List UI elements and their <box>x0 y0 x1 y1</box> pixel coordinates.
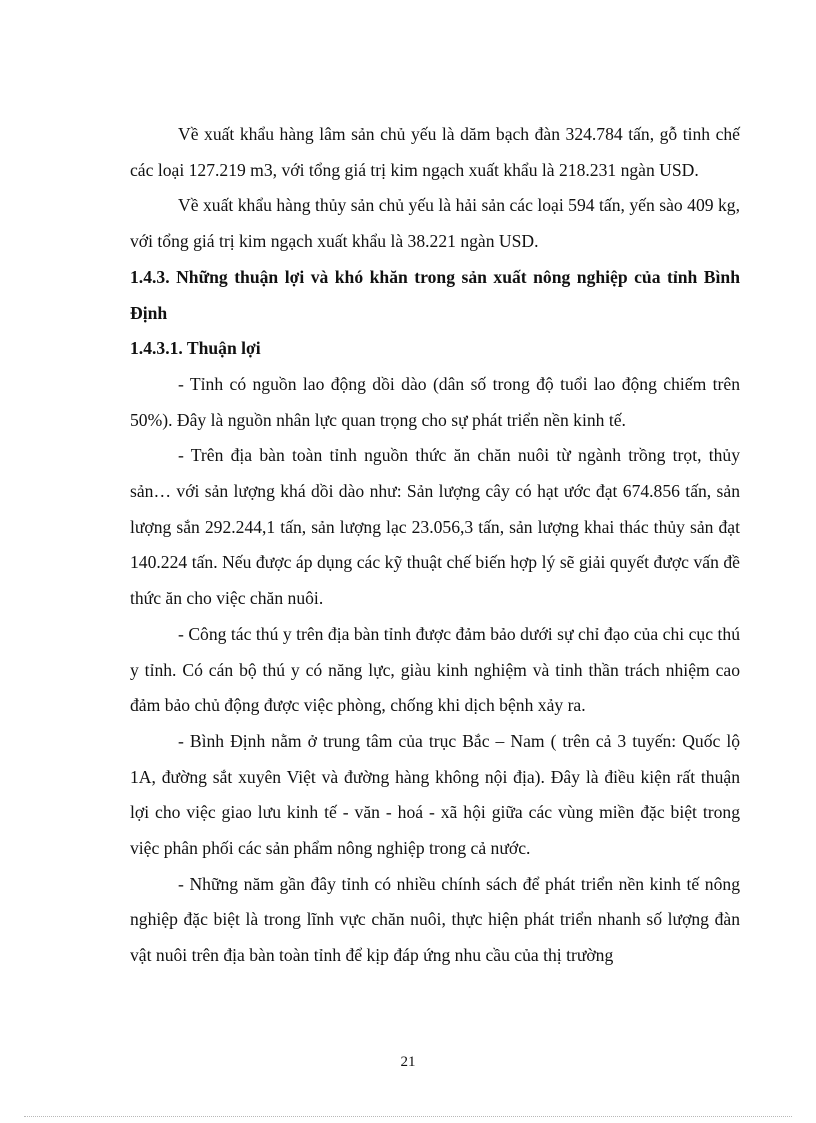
section-heading: 1.4.3. Những thuận lợi và khó khăn trong sản xuất nông nghiệp của tỉnh Bình Định <box>130 266 740 323</box>
page-body <box>130 117 740 974</box>
page-number: 21 <box>400 1054 416 1070</box>
page-bottom-divider <box>24 1116 792 1117</box>
advantage-veterinary: - Công tác thú y trên địa bàn tỉnh được đảm bảo dưới sự chỉ đạo của chi cục thú y tỉnh. Có cán bộ thú y có năng lực, giàu kinh nghiệm và tinh thần trách nhiệm cao đảm bảo chủ động được việc phòng, chống khi dịch bệnh xảy ra. <box>130 623 740 716</box>
advantage-location: - Bình Định nằm ở trung tâm của trục Bắc – Nam ( trên cả 3 tuyến: Quốc lộ 1A, đường sắt xuyên Việt và đường hàng không nội địa). Đây là điều kiện rất thuận lợi cho việc giao lưu kinh tế - văn - hoá - xã hội giữa các vùng miền đặc biệt trong việc phân phối các sản phẩm nông nghiệp trong cả nước. <box>130 730 740 859</box>
advantage-feed-supply: - Trên địa bàn toàn tỉnh nguồn thức ăn chăn nuôi từ ngành trồng trọt, thủy sản… với sản lượng khá dồi dào như: Sản lượng cây có hạt ước đạt 674.856 tấn, sản lượng sắn 292.244,1 tấn, sản lượng lạc 23.056,3 tấn, sản lượng khai thác thủy sản đạt 140.224 tấn. Nếu được áp dụng các kỹ thuật chế biến hợp lý sẽ giải quyết được vấn đề thức ăn cho việc chăn nuôi. <box>130 445 740 609</box>
subsection-heading: 1.4.3.1. Thuận lợi <box>130 338 261 359</box>
paragraph-seafood-export: Về xuất khẩu hàng thủy sản chủ yếu là hải sản các loại 594 tấn, yến sào 409 kg, với tổng giá trị kim ngạch xuất khẩu là 38.221 ngàn USD. <box>130 195 740 252</box>
advantage-labor: - Tỉnh có nguồn lao động dồi dào (dân số trong độ tuổi lao động chiếm trên 50%). Đây là nguồn nhân lực quan trọng cho sự phát triển nền kinh tế. <box>130 373 740 430</box>
paragraph-forestry-export: Về xuất khẩu hàng lâm sản chủ yếu là dăm bạch đàn 324.784 tấn, gỗ tinh chế các loại 127.219 m3, với tổng giá trị kim ngạch xuất khẩu là 218.231 ngàn USD. <box>130 124 740 180</box>
advantage-policy: - Những năm gần đây tỉnh có nhiều chính sách để phát triển nền kinh tế nông nghiệp đặc biệt là trong lĩnh vực chăn nuôi, thực hiện phát triển nhanh số lượng đàn vật nuôi trên địa bàn toàn tỉnh để kịp đáp ứng nhu cầu của thị trường <box>130 873 740 966</box>
